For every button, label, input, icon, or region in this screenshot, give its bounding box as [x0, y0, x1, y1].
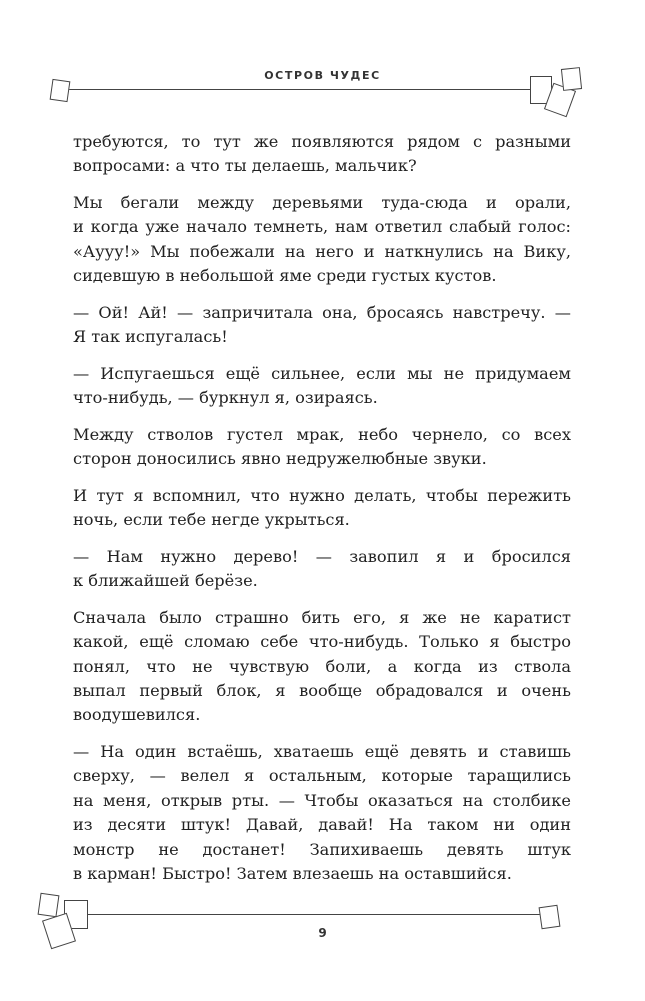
body-text — [73, 130, 571, 899]
paragraph — [73, 362, 571, 411]
paragraph — [73, 423, 571, 472]
paragraph — [73, 130, 571, 179]
text-line: сверху, — велел я остальным, которые таращились — [73, 766, 571, 786]
text-line: и когда уже начало темнеть, нам ответил слабый голос: — [73, 217, 571, 237]
text-line: — Испугаешься ещё сильнее, если мы не придумаем — [73, 363, 571, 383]
page-number: 9 — [318, 926, 327, 940]
text-line: требуются, то тут же появляются рядом с разными — [73, 132, 571, 151]
text-line: какой, ещё сломаю себе что-нибудь. Только я быстро — [73, 632, 571, 652]
text-line: монстр не достанет! Запихиваешь девять штук — [73, 839, 571, 859]
text-line: Сначала было страшно бить его, я же не каратист — [73, 607, 571, 627]
header-rule — [66, 89, 532, 90]
text-line: — На один встаёшь, хватаешь ещё девять и ставишь — [73, 742, 571, 762]
text-line: сидевшую в небольшой яме среди густых кустов. — [73, 266, 497, 286]
text-line: из десяти штук! Давай, давай! На таком ни один — [73, 815, 571, 835]
paragraph — [73, 301, 571, 350]
footer-rule — [75, 914, 540, 915]
decorative-square — [561, 67, 582, 91]
text-line: — Нам нужно дерево! — завопил я и бросился — [73, 546, 571, 566]
text-line: «Аууу!» Мы побежали на него и наткнулись на Вику, — [73, 241, 571, 261]
text-line: ночь, если тебе негде укрыться. — [73, 510, 350, 530]
text-line: Я так испугалась! — [73, 327, 228, 347]
text-line: к ближайшей берёзе. — [73, 571, 258, 591]
running-head: ОСТРОВ ЧУДЕС — [264, 69, 381, 82]
text-line: сторон доносились явно недружелюбные звуки. — [73, 449, 487, 469]
paragraph — [73, 606, 571, 728]
decorative-square — [50, 79, 71, 102]
text-line: Между стволов густел мрак, небо чернело, со всех — [73, 424, 571, 444]
paragraph — [73, 191, 571, 289]
text-line: в карман! Быстро! Затем влезаешь на оставшийся. — [73, 864, 512, 884]
text-line: воодушевился. — [73, 705, 201, 725]
paragraph — [73, 484, 571, 533]
text-line: вопросами: а что ты делаешь, мальчик? — [73, 156, 417, 176]
decorative-square — [38, 893, 60, 917]
text-line: на меня, открыв рты. — Чтобы оказаться на столбике — [73, 790, 571, 810]
text-line: выпал первый блок, я вообще обрадовался и очень — [73, 681, 571, 701]
paragraph — [73, 545, 571, 594]
text-line: — Ой! Ай! — запричитала она, бросаясь навстречу. — — [73, 302, 571, 322]
text-line: Мы бегали между деревьями туда-сюда и орали, — [73, 193, 571, 212]
text-line: что-нибудь, — буркнул я, озираясь. — [73, 388, 378, 408]
paragraph — [73, 740, 571, 886]
text-line: И тут я вспомнил, что нужно делать, чтобы пережить — [73, 485, 571, 505]
text-line: понял, что не чувствую боли, а когда из ствола — [73, 656, 571, 676]
